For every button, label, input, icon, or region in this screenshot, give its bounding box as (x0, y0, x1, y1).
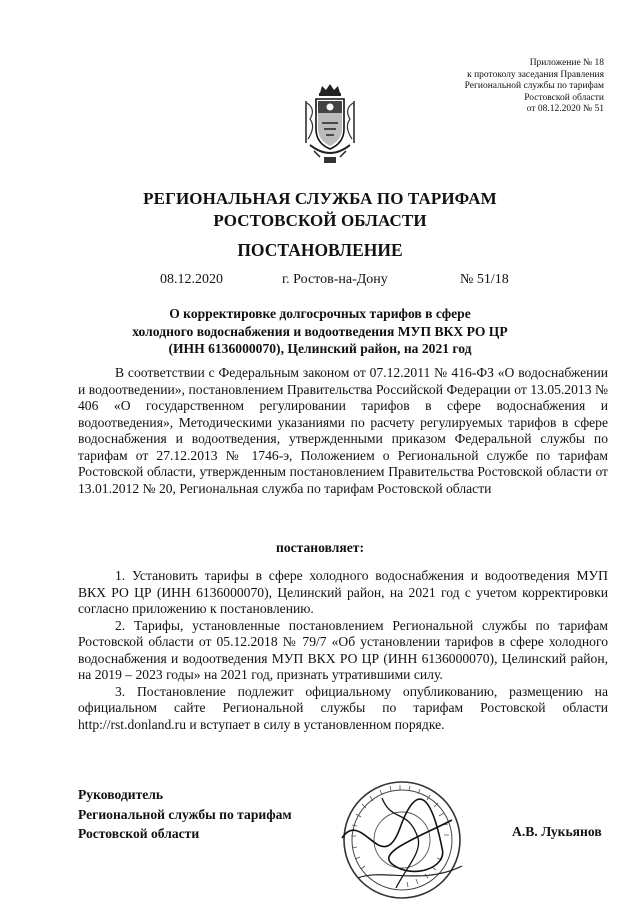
round-seal-stamp-icon (322, 768, 472, 902)
document-type: ПОСТАНОВЛЕНИЕ (237, 240, 403, 260)
organization-line: РОСТОВСКОЙ ОБЛАСТИ (213, 211, 427, 230)
signer-title-line: Руководитель (78, 787, 164, 802)
annex-line: к протоколу заседания Правления (467, 69, 604, 80)
subject-line: (ИНН 6136000070), Целинский район, на 2021 год (168, 341, 472, 356)
subject-line: О корректировке долгосрочных тарифов в сфере (169, 306, 471, 321)
signer-name: А.В. Лукьянов (512, 824, 602, 839)
organization-name (0, 188, 640, 232)
document-number: № 51/18 (460, 272, 509, 287)
annex-line: Региональной службы по тарифам (464, 81, 604, 92)
subject-line: холодного водоснабжения и водоотведения МУП ВКХ РО ЦР (132, 323, 508, 339)
resolution-item: 2. Тарифы, установленные постановлением Региональной службы по тарифам Ростовской области от 05.12.2018 № 79/7 «Об установлении тарифов в сфере холодного водоснабжения и водоотведения МУП ВКХ РО ЦР (ИНН 6136000070), Целинский район, на 2019 – 2023 годы» на 2021 год, признать утратившими силу. (78, 617, 608, 682)
document-city: г. Ростов-на-Дону (282, 272, 388, 287)
preamble-paragraph: В соответствии с Федеральным законом от 07.12.2011 № 416-ФЗ «О водоснабжении и водоотведении», постановлением Правительства Российской Федерации от 13.05.2013 № 406 «О государственном регулировании тарифов в сфере водоснабжения и водоотведения», Методическими указаниями по расчету регулируемых тарифов в сфере водоснабжения и водоотведения, утвержденными приказом Федеральной службы по тарифам от 27.12.2013 № 1746-э, Положением о Региональной службе по тарифам Ростовской области, утвержденным постановлением Правительства Ростовской области от 13.01.2012 № 20, Региональная служба по тарифам Ростовской области (78, 365, 608, 496)
annex-reference (465, 58, 604, 116)
resolution-item: 3. Постановление подлежит официальному опубликованию, размещению на официальном сайте Региональной службы по тарифам Ростовской области http://rst.donland.ru и вступает в силу в установленном порядке. (78, 683, 608, 732)
organization-line: РЕГИОНАЛЬНАЯ СЛУЖБА ПО ТАРИФАМ (143, 189, 497, 208)
document-date: 08.12.2020 (160, 272, 223, 287)
signer-title-line: Ростовской области (78, 826, 200, 841)
annex-line: Приложение № 18 (529, 58, 604, 68)
coat-of-arms-icon (300, 83, 360, 169)
document-subject (0, 305, 640, 358)
resolution-items (78, 568, 608, 733)
annex-line: от 08.12.2020 № 51 (526, 104, 604, 115)
resolution-item: 1. Установить тарифы в сфере холодного водоснабжения и водоотведения МУП ВКХ РО ЦР (ИНН 6136000070), Целинский район, на 2021 год с учетом корректировки согласно приложению к постановлению. (78, 568, 608, 616)
annex-line: Ростовской области (524, 92, 604, 103)
signer-title-line: Региональной службы по тарифам (78, 806, 292, 822)
resolve-heading: постановляет: (276, 540, 364, 555)
preamble (78, 365, 608, 497)
signer-title (78, 785, 292, 844)
